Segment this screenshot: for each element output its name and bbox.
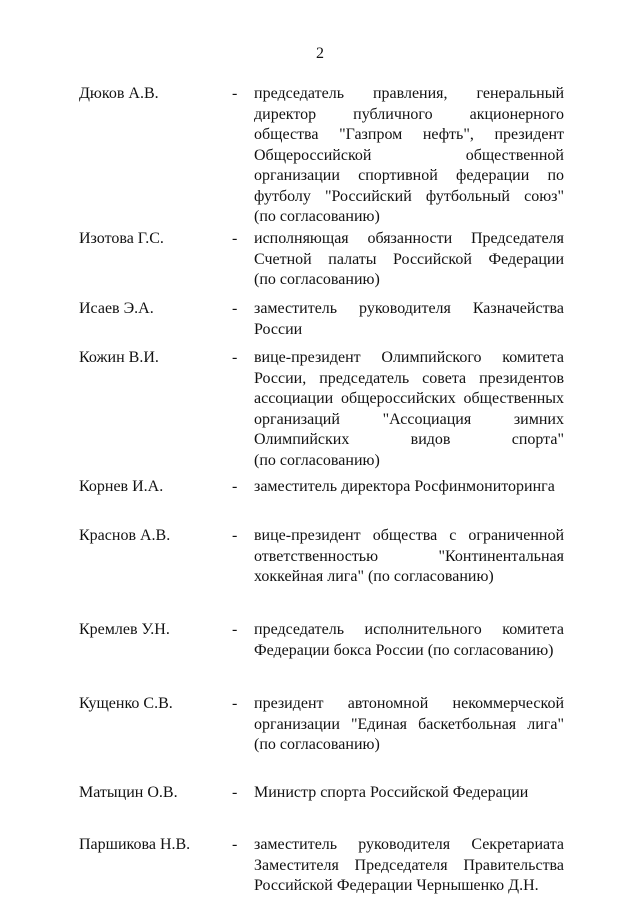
member-name: Краснов А.В.: [79, 527, 171, 544]
role-line: Министр спорта Российской Федерации: [254, 784, 529, 801]
member-dash: -: [232, 85, 238, 102]
member-name: Изотова Г.С.: [79, 230, 164, 247]
member-role: [254, 620, 564, 661]
role-line: организаций "Ассоциация зимних: [254, 410, 564, 428]
member-row: [0, 477, 640, 497]
role-line: (по согласованию): [254, 208, 380, 225]
member-dash: -: [232, 478, 238, 495]
member-row: [0, 694, 640, 753]
role-line: президент автономной некоммерческой: [254, 695, 564, 712]
member-row: [0, 229, 640, 288]
role-line: вице-президент общества с ограниченной: [254, 527, 564, 544]
role-line: директор публичного акционерного: [254, 105, 564, 123]
member-dash: -: [232, 230, 238, 247]
member-row: [0, 299, 640, 338]
member-name: Кремлев У.Н.: [79, 621, 170, 638]
member-role: [254, 299, 564, 340]
role-line: России: [254, 320, 303, 338]
role-line: (по согласованию): [254, 451, 380, 469]
member-name: Кущенко С.В.: [79, 695, 173, 712]
member-role: [254, 835, 564, 897]
role-line: Общероссийской общественной: [254, 146, 564, 164]
member-role: [254, 477, 564, 498]
role-line: футболу "Российский футбольный союз": [254, 187, 564, 205]
role-line: Российской Федерации Чернышенко Д.Н.: [254, 877, 539, 894]
member-row: [0, 84, 640, 225]
member-role: [254, 694, 564, 756]
role-line: ответственностью "Континентальная: [254, 547, 564, 565]
member-dash: -: [232, 527, 238, 544]
member-name: Матыцин О.В.: [79, 784, 178, 801]
member-role: [254, 229, 564, 291]
role-line: Счетной палаты Российской Федерации: [254, 250, 564, 268]
page-number: 2: [316, 45, 324, 62]
role-line: Олимпийских видов спорта": [254, 431, 564, 448]
role-line: Федерации бокса России (по согласованию): [254, 641, 554, 659]
member-name: Кожин В.И.: [79, 349, 159, 366]
role-line: заместитель директора Росфинмониторинга: [254, 478, 555, 495]
member-row: [0, 526, 640, 585]
member-name: Паршикова Н.В.: [79, 836, 191, 853]
role-line: (по согласованию): [254, 736, 380, 753]
member-list: [0, 84, 640, 894]
member-dash: -: [232, 836, 238, 853]
role-line: исполняющая обязанности Председателя: [254, 230, 564, 247]
role-line: организации спортивной федерации по: [254, 167, 564, 184]
member-role: [254, 526, 564, 588]
role-line: вице-президент Олимпийского комитета: [254, 349, 564, 366]
member-role: [254, 783, 564, 804]
role-line: (по согласованию): [254, 271, 380, 288]
role-line: России, председатель совета президентов: [254, 369, 564, 387]
member-name: Дюков А.В.: [79, 85, 159, 102]
member-name: Корнев И.А.: [79, 478, 164, 495]
member-role: [254, 84, 564, 228]
role-line: председатель правления, генеральный: [254, 85, 564, 102]
role-line: заместитель руководителя Секретариата: [254, 836, 564, 853]
member-dash: -: [232, 349, 238, 366]
member-dash: -: [232, 621, 238, 638]
role-line: хоккейная лига" (по согласованию): [254, 568, 494, 585]
member-row: [0, 835, 640, 894]
member-dash: -: [232, 300, 238, 317]
role-line: организации "Единая баскетбольная лига": [254, 715, 564, 733]
role-line: ассоциации общероссийских общественных: [254, 390, 564, 407]
member-name: Исаев Э.А.: [79, 300, 154, 317]
member-row: [0, 783, 640, 803]
member-dash: -: [232, 695, 238, 712]
role-line: Заместителя Председателя Правительства: [254, 856, 564, 874]
member-row: [0, 348, 640, 469]
member-row: [0, 620, 640, 659]
member-role: [254, 348, 564, 471]
role-line: общества "Газпром нефть", президент: [254, 126, 564, 143]
member-dash: -: [232, 784, 238, 801]
role-line: председатель исполнительного комитета: [254, 621, 564, 638]
role-line: заместитель руководителя Казначейства: [254, 300, 564, 317]
